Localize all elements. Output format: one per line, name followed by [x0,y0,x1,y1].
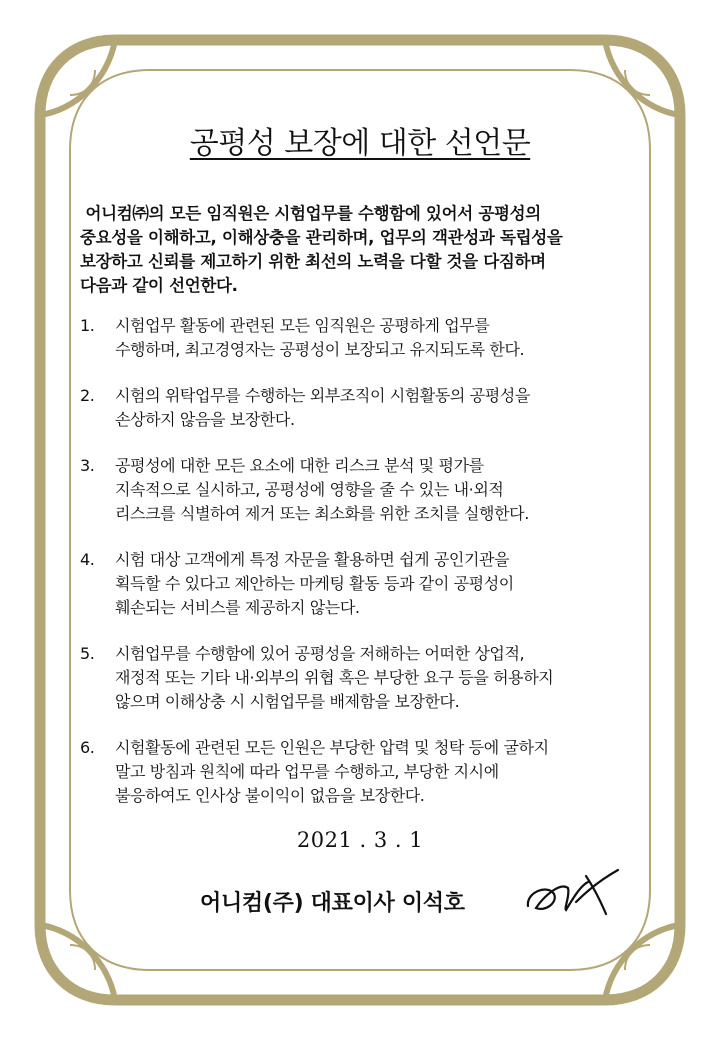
declaration-list [80,314,660,830]
list-item [80,454,660,526]
list-item-text: 시험활동에 관련된 모든 인원은 부당한 압력 및 청탁 등에 굴하지 말고 방침과 원칙에 따라 업무를 수행하고, 부당한 지시에 불응하여도 인사상 불이익이 없음을 보장한다. [115,738,549,805]
list-item [80,736,660,808]
handwritten-signature-icon [520,862,625,922]
list-item-text: 공평성에 대한 모든 요소에 대한 리스크 분석 및 평가를 지속적으로 실시하고, 공평성에 영향을 줄 수 있는 내·외적 리스크를 식별하여 제거 또는 최소화를 위한 조치를 실행한다. [115,456,529,523]
list-item [80,548,660,620]
list-item [80,314,660,362]
signatory-name: 어니컴(주) 대표이사 이석호 [200,891,465,916]
list-item-text: 시험의 위탁업무를 수행하는 외부조직이 시험활동의 공평성을 손상하지 않음을 보장한다. [115,386,530,429]
list-item-number: 5. [80,644,95,663]
list-item-text: 시험 대상 고객에게 특정 자문을 활용하면 쉽게 공인기관을 획득할 수 있다고 제안하는 마케팅 활동 등과 같이 공평성이 훼손되는 서비스를 제공하지 않는다. [115,550,514,617]
page-title: 공평성 보장에 대한 선언문 [189,126,531,161]
list-item-number: 2. [80,386,95,405]
list-item [80,384,660,432]
list-item-text: 시험업무 활동에 관련된 모든 임직원은 공평하게 업무를 수행하며, 최고경영자는 공평성이 보장되고 유지되도록 한다. [115,316,525,359]
list-item-number: 6. [80,738,95,757]
list-item-number: 4. [80,550,95,569]
declaration-date: 2021 . 3 . 1 [296,828,424,852]
list-item-number: 1. [80,316,95,335]
list-item-text: 시험업무를 수행함에 있어 공평성을 저해하는 어떠한 상업적, 재정적 또는 기타 내·외부의 위협 혹은 부당한 요구 등을 허용하지 않으며 이해상충 시 시험업무를 배제함을 보장한다. [115,644,554,711]
list-item [80,642,660,714]
list-item-number: 3. [80,456,95,475]
intro-paragraph: 어니컴㈜의 모든 임직원은 시험업무를 수행함에 있어서 공평성의 중요성을 이해하고, 이해상충을 관리하며, 업무의 객관성과 독립성을 보장하고 신뢰를 제고하기 위한 최선의 노력을 다할 것을 다짐하며 다음과 같이 선언한다. [80,204,563,295]
